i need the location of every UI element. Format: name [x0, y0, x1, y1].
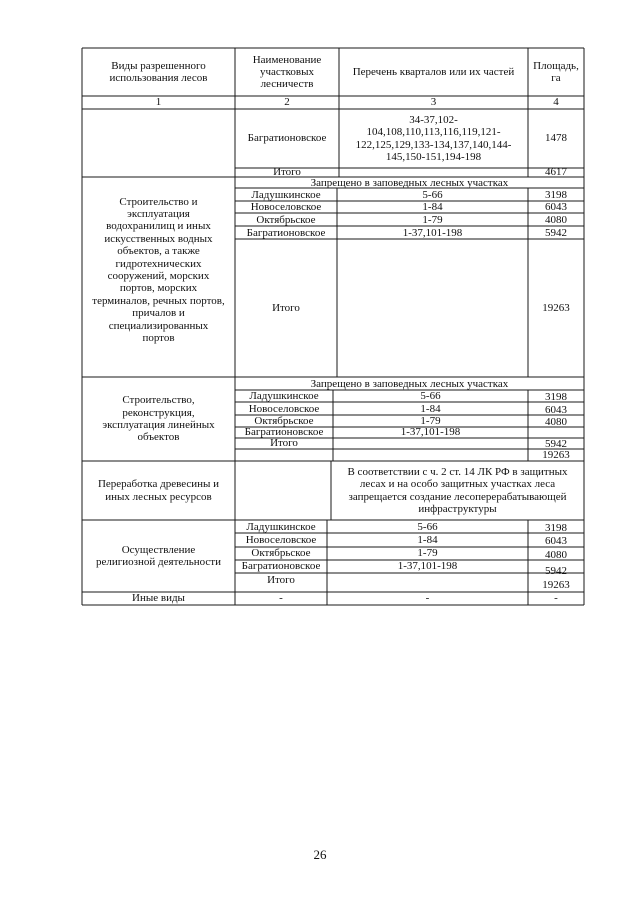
top-quarters: 34-37,102- 104,108,110,113,116,119,121- 122,125,129,133-134,137,140,144- 145,150-151,194-198 — [355, 113, 512, 163]
linear-row-4-name: Багратионовское — [244, 426, 324, 439]
top-total-area: 4617 — [545, 166, 567, 179]
wood-type: Переработка древесины и иных лесных ресурсов — [97, 478, 220, 503]
religion-row-2-name: Новоселовское — [245, 534, 317, 547]
reservoirs-row-3-name: Октябрьское — [256, 213, 316, 226]
top-total-label: Итого — [273, 166, 301, 179]
header-number-3: 3 — [430, 96, 437, 109]
wood-note: В соответствии с ч. 2 ст. 14 ЛК РФ в защитных лесах и на особо защитных участках леса запрещается создание лесоперерабатывающей инфраструктуры — [347, 465, 568, 515]
religion-type: Осуществление религиозной деятельности — [96, 543, 221, 568]
religion-row-3-quarters: 1-79 — [417, 547, 438, 560]
reservoirs-total-area: 19263 — [542, 301, 570, 314]
top-forestry-name: Багратионовское — [247, 132, 327, 145]
religion-row-2-quarters: 1-84 — [417, 534, 438, 547]
other-forestries: - — [279, 591, 283, 604]
linear-row-1-area: 3198 — [545, 391, 567, 404]
linear-row-3-name: Октябрьское — [254, 414, 314, 427]
religion-row-2-area: 6043 — [545, 535, 567, 548]
linear-row-3-quarters: 1-79 — [420, 414, 441, 427]
linear-row-2-name: Новоселовское — [248, 402, 320, 415]
religion-row-1-area: 3198 — [545, 521, 567, 534]
religion-row-3-area: 4080 — [545, 549, 567, 562]
religion-row-4-quarters: 1-37,101-198 — [397, 560, 458, 573]
header-number-4: 4 — [553, 96, 559, 109]
other-quarters: - — [425, 591, 430, 604]
page-number: 26 — [313, 847, 327, 862]
header-area: Площадь, га — [533, 60, 579, 84]
reservoirs-row-1-name: Ладушкинское — [251, 188, 321, 201]
reservoirs-row-4-quarters: 1-37,101-198 — [402, 226, 463, 239]
reservoirs-banner: Запрещено в заповедных лесных участках — [310, 176, 509, 189]
reservoirs-type: Строительство и эксплуатация водохранилищ и иных искусственных водных объектов, а также гидротехнических сооружений, морских портов, морских терминалов, речных портов, причалов и специализированных портов — [92, 195, 225, 345]
religion-row-4-area: 5942 — [545, 564, 567, 577]
linear-banner: Запрещено в заповедных лесных участках — [310, 377, 509, 390]
linear-row-1-name: Ладушкинское — [249, 390, 319, 403]
linear-row-4-area: 5942 — [545, 437, 567, 450]
header-number-1: 1 — [155, 96, 162, 109]
religion-row-1-name: Ладушкинское — [246, 520, 316, 533]
reservoirs-row-2-quarters: 1-84 — [422, 200, 443, 213]
reservoirs-row-2-name: Новоселовское — [250, 200, 322, 213]
linear-row-2-area: 6043 — [545, 403, 567, 416]
top-area: 1478 — [545, 132, 567, 145]
religion-row-4-name: Багратионовское — [241, 560, 321, 573]
other-type: Иные виды — [132, 591, 185, 604]
linear-row-4-quarters: 1-37,101-198 — [400, 426, 461, 439]
header-number-2: 2 — [284, 96, 290, 109]
reservoirs-row-1-area: 3198 — [545, 188, 567, 201]
other-area: - — [554, 591, 558, 604]
linear-total-label: Итого — [270, 437, 298, 450]
reservoirs-row-1-quarters: 5-66 — [422, 188, 443, 201]
reservoirs-row-4-area: 5942 — [545, 226, 567, 239]
religion-total-area: 19263 — [542, 578, 570, 591]
linear-total-area: 19263 — [542, 449, 570, 462]
header-forestries: Наименование участковых лесничеств — [252, 54, 322, 90]
linear-row-2-quarters: 1-84 — [420, 402, 441, 415]
reservoirs-total-label: Итого — [272, 301, 300, 314]
reservoirs-row-3-quarters: 1-79 — [422, 213, 443, 226]
reservoirs-row-4-name: Багратионовское — [246, 226, 326, 239]
reservoirs-row-3-area: 4080 — [545, 213, 567, 226]
header-types: Виды разрешенного использования лесов — [109, 60, 208, 84]
linear-row-3-area: 4080 — [545, 415, 567, 428]
header-quarters: Перечень кварталов или их частей — [352, 66, 515, 78]
linear-row-1-quarters: 5-66 — [420, 390, 441, 403]
linear-type: Строительство, реконструкция, эксплуатация линейных объектов — [102, 394, 215, 444]
religion-row-3-name: Октябрьское — [251, 547, 311, 560]
reservoirs-row-2-area: 6043 — [545, 200, 567, 213]
religion-total-label: Итого — [267, 573, 295, 586]
religion-row-1-quarters: 5-66 — [417, 520, 438, 533]
